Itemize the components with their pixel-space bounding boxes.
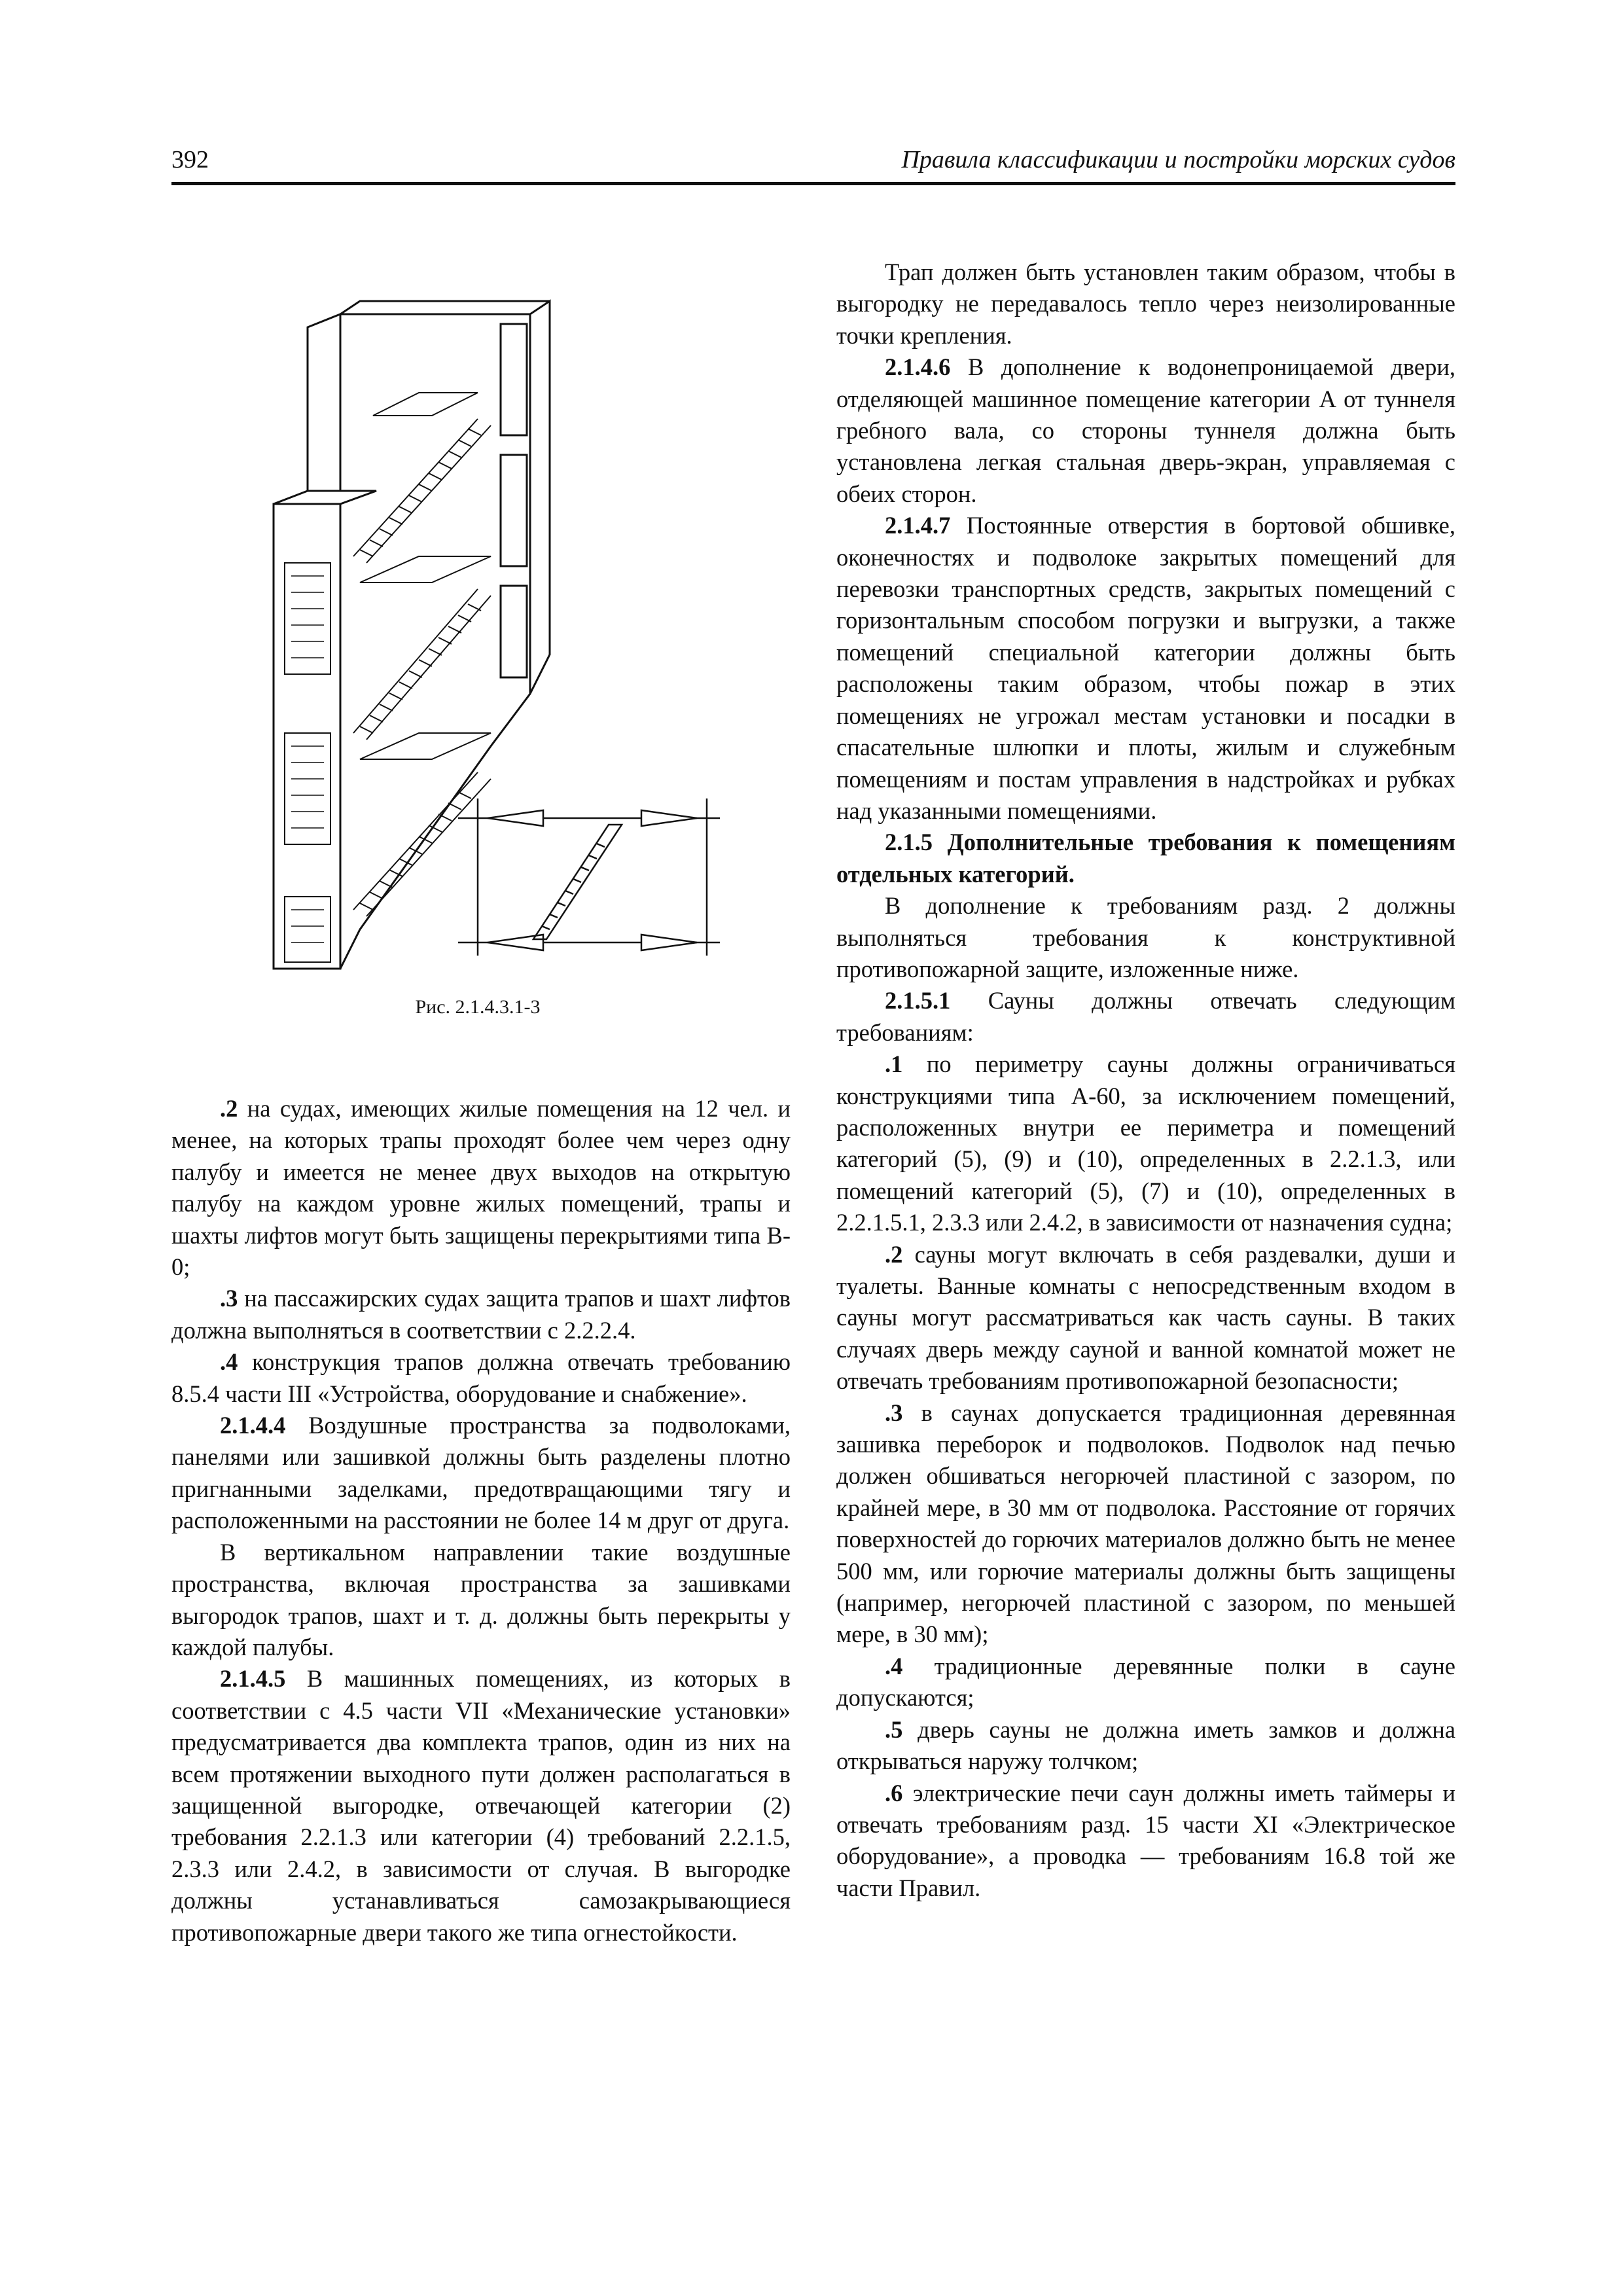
landing-middle (360, 556, 491, 583)
landing-upper (373, 393, 478, 416)
page-number: 392 (171, 146, 209, 173)
paragraph: В вертикальном направлении такие воздушные пространства, включая пространства за зашивками выгородок трапов, шахт и т. д. должны быть перекрыты у каждой палубы. (171, 1538, 791, 1660)
paragraph: 2.1.5.1 Сауны должны отвечать следующим требованиям: (836, 987, 1455, 1046)
paragraph: В дополнение к требованиям разд. 2 должны выполняться требования к конструктивной противопожарной защите, изложенные ниже. (836, 892, 1455, 982)
stair-flight-lower (353, 772, 491, 916)
stair-section-detail (458, 798, 720, 956)
door-1 (501, 324, 527, 435)
landing-lower (360, 733, 491, 759)
figure-caption: Рис. 2.1.4.3.1-3 (415, 996, 541, 1018)
paragraph: 2.1.4.4 Воздушные пространства за подволоками, панелями или зашивкой должны быть разделены плотно пригнанными заделками, предотвращающими тягу и расположенными на расстоянии не более 14 м друг от друга. (171, 1412, 791, 1534)
paragraph: .1 по периметру сауны должны ограничиваться конструкциями типа A-60, за исключением помещений, расположенных внутри ее периметра и помещений категорий (5), (9) и (10), определенных в 2.2.1.3, или помещений категорий (5), (7) и (10), определенных в 2.2.1.5.1, 2.3.3 или 2.4.2, в зависимости от назначения судна; (836, 1050, 1455, 1236)
stair-enclosure-figure (262, 275, 733, 995)
paragraph: Трап должен быть установлен таким образом, чтобы в выгородку не передавалось тепло через неизолированные точки крепления. (836, 259, 1455, 349)
right-column (836, 257, 1455, 1904)
page-header (171, 143, 1455, 185)
paragraph: .3 на пассажирских судах защита трапов и шахт лифтов должна выполняться в соответствии с 2.2.2.4. (171, 1285, 791, 1344)
paragraph: .3 в саунах допускается традиционная деревянная зашивка переборок и подволоков. Подволок над печью должен обшиваться негорючей пластиной с зазором, по крайней мере, в 30 мм от подволока. Расстояние от горячих поверхностей до горючих материалов должно быть не менее 500 мм, или горючие материалы должны быть защищены (например, негорючей пластиной с зазором, по меньшей мере, в 30 мм); (836, 1399, 1455, 1648)
enclosure-side-wall (274, 491, 376, 504)
paragraph: .5 дверь сауны не должна иметь замков и должна открываться наружу толчком; (836, 1715, 1455, 1775)
paragraph: .6 электрические печи саун должны иметь таймеры и отвечать требованиям разд. 15 части XI «Электрическое оборудование», а проводка — требованиям 16.8 той же части Правил. (836, 1779, 1455, 1901)
paragraph: .2 на судах, имеющих жилые помещения на 12 чел. и менее, на которых трапы проходят более чем через одну палубу и имеется не менее двух выходов на открытую палубу на каждом уровне жилых помещений, трапы и шахты лифтов могут быть защищены перекрытиями типа B-0; (171, 1095, 791, 1281)
door-2 (501, 455, 527, 566)
section-heading: 2.1.5 Дополнительные требования к помещениям отдельных категорий. (836, 829, 1455, 888)
opening-3 (285, 897, 330, 962)
paragraph: .4 конструкция трапов должна отвечать требованию 8.5.4 части III «Устройства, оборудование и снабжение». (171, 1348, 791, 1407)
stair-flight-middle (353, 589, 491, 740)
left-column (171, 1093, 791, 1948)
door-3 (501, 586, 527, 677)
paragraph: .4 традиционные деревянные полки в сауне допускаются; (836, 1652, 1455, 1712)
running-title: Правила классификации и постройки морских судов (901, 146, 1455, 173)
paragraph: .2 сауны могут включать в себя раздевалки, души и туалеты. Ванные комнаты с непосредственным входом в сауны могут рассматриваться как часть сауны. В таких случаях дверь между сауной и ванной комнатой может не отвечать требованиям противопожарной безопасности; (836, 1240, 1455, 1395)
paragraph: 2.1.4.7 Постоянные отверстия в бортовой обшивке, оконечностях и подволоке закрытых помещений для перевозки транспортных средств, закрытых помещений с горизонтальным способом погрузки и выгрузки, а также помещений специальной категории должны быть расположены таким образом, чтобы пожар в этих помещениях не угрожал местам установки и посадки в спасательные шлюпки и плоты, жилым и служебным помещениям и постам управления в надстройках и рубках над указанными помещениями. (836, 512, 1455, 824)
paragraph: 2.1.4.5 В машинных помещениях, из которых в соответствии с 4.5 части VII «Механические установки» предусматривается два комплекта трапов, один из них на всем протяжении выходного пути должен располагаться в защищенной выгородке, отвечающей категории (2) требования 2.2.1.3 или категории (4) требований 2.2.1.5, 2.3.3 или 2.4.2, в зависимости от случая. В выгородке должны устанавливаться самозакрывающиеся противопожарные двери такого же типа огнестойкости. (171, 1665, 791, 1946)
paragraph: 2.1.4.6 В дополнение к водонепроницаемой двери, отделяющей машинное помещение категории A от туннеля гребного вала, со стороны туннеля должна быть установлена легкая стальная дверь-экран, управляемая с обеих сторон. (836, 353, 1455, 507)
